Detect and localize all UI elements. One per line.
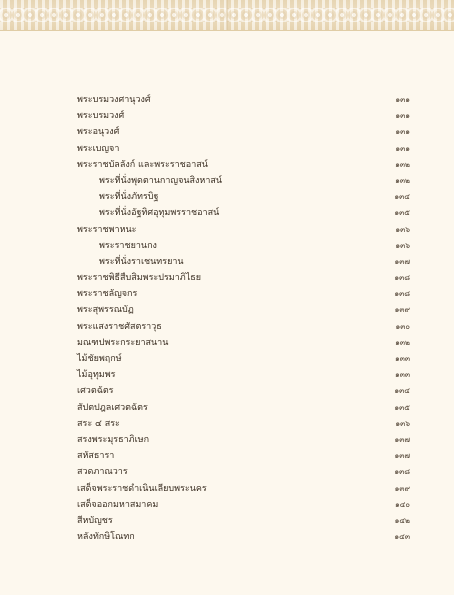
toc-entry-label: พระเบญจา <box>77 143 120 154</box>
toc-entry-label: มณฑปพระกระยาสนาน <box>77 337 169 348</box>
toc-entry-page-number: ๑๔๐ <box>394 499 410 509</box>
toc-entry-page-number: ๑๓๒ <box>395 337 410 347</box>
toc-entry-page-number: ๑๓๘ <box>394 289 410 299</box>
toc-entry-page-number: ๑๓๐ <box>395 321 410 331</box>
toc-entry[interactable] <box>0 335 454 351</box>
page-seam <box>226 0 228 30</box>
toc-entry[interactable] <box>0 432 454 448</box>
toc-entry-page-number: ๑๓๑ <box>395 143 410 153</box>
toc-entry-label: พระสุพรรณบัฏ <box>77 305 134 316</box>
toc-entry[interactable] <box>0 157 454 173</box>
toc-entry[interactable] <box>0 254 454 270</box>
toc-entry-label: พระราชลัญจกร <box>77 289 138 300</box>
toc-entry[interactable] <box>0 416 454 432</box>
toc-entry-page-number: ๑๓๓ <box>394 354 410 363</box>
toc-entry[interactable] <box>0 286 454 302</box>
toc-entry[interactable] <box>0 124 454 140</box>
toc-entry[interactable] <box>0 529 454 545</box>
toc-entry[interactable] <box>0 497 454 513</box>
toc-entry-page-number: ๑๓๙ <box>394 305 410 315</box>
toc-entry[interactable] <box>0 383 454 399</box>
toc-entry-label: พระที่นั่งอัฐทิศอุทุมพรราชอาสน์ <box>99 208 220 219</box>
toc-entry-page-number: ๑๓๖ <box>395 224 410 234</box>
toc-entry-page-number: ๑๓๗ <box>394 434 410 444</box>
toc-entry-label: พระบรมวงศานุวงศ์ <box>77 95 151 105</box>
toc-entry-page-number: ๑๓๔ <box>394 386 410 396</box>
toc-entry-label: พระที่นั่งราเชนทรยาน <box>99 256 184 267</box>
toc-entry-label: เสด็จออกมหาสมาคม <box>77 499 159 510</box>
toc-entry[interactable] <box>0 448 454 464</box>
toc-entry-page-number: ๑๓๑ <box>395 127 410 137</box>
toc-entry-label: พระราชบัลลังก์ และพระราชอาสน์ <box>77 159 208 170</box>
toc-entry-page-number: ๑๓๖ <box>395 418 410 428</box>
toc-entry-label: พระอนุวงศ์ <box>77 127 120 138</box>
toc-entry-label: เสด็จพระราชดำเนินเลียบพระนคร <box>77 483 207 494</box>
toc-entry-label: พระแสงราชศัสตราวุธ <box>77 321 162 332</box>
toc-entry[interactable] <box>0 141 454 157</box>
toc-entry-page-number: ๑๓๒ <box>395 175 410 185</box>
toc-entry-page-number: ๑๓๑ <box>395 95 410 104</box>
toc-entry[interactable] <box>0 92 454 108</box>
toc-entry-page-number: ๑๓๖ <box>395 240 410 250</box>
toc-entry-page-number: ๑๓๘ <box>394 467 410 477</box>
toc-entry-label: สระ ๔ สระ <box>77 418 120 429</box>
toc-entry-label: พระบรมวงศ์ <box>77 111 125 122</box>
toc-entry[interactable] <box>0 173 454 189</box>
toc-entry-page-number: ๑๓๓ <box>394 370 410 380</box>
toc-entry[interactable] <box>0 513 454 529</box>
toc-entry-page-number: ๑๓๔ <box>394 192 410 202</box>
toc-entry-page-number: ๑๓๑ <box>395 111 410 121</box>
toc-entry-label: สหัสธารา <box>77 451 115 462</box>
toc-entry-page-number: ๑๓๕ <box>394 208 410 218</box>
toc-entry[interactable] <box>0 351 454 367</box>
toc-entry-label: พระราชพาหนะ <box>77 224 137 235</box>
toc-entry[interactable] <box>0 367 454 383</box>
decorative-header-banner <box>0 0 454 31</box>
toc-entry[interactable] <box>0 238 454 254</box>
toc-entry[interactable] <box>0 270 454 286</box>
toc-entry-page-number: ๑๔๓ <box>394 532 410 542</box>
toc-entry[interactable] <box>0 302 454 318</box>
toc-entry[interactable] <box>0 481 454 497</box>
toc-entry[interactable] <box>0 464 454 480</box>
toc-entry-page-number: ๑๓๕ <box>394 402 410 412</box>
toc-entry-page-number: ๑๓๗ <box>394 451 410 461</box>
toc-entry-label: สีหบัญชร <box>77 515 113 526</box>
toc-entry-label: เศวตฉัตร <box>77 386 114 397</box>
toc-entry-label: พระราชพิธีสืบสิมพระปรมาภิไธย <box>77 273 202 284</box>
toc-entry[interactable] <box>0 319 454 335</box>
toc-entry[interactable] <box>0 189 454 205</box>
toc-entry-page-number: ๑๓๒ <box>395 159 410 169</box>
toc-entry-label: สวดภาณวาร <box>77 467 128 478</box>
toc-entry-page-number: ๑๓๘ <box>394 273 410 283</box>
toc-entry-label: พระที่นั่งพุดตานกาญจนสิงหาสน์ <box>99 175 223 186</box>
toc-entry-page-number: ๑๓๗ <box>394 256 410 266</box>
toc-entry[interactable] <box>0 205 454 221</box>
table-of-contents <box>0 92 454 545</box>
toc-entry-page-number: ๑๓๙ <box>394 483 410 493</box>
toc-entry-label: พระราชยานกง <box>99 240 157 251</box>
toc-entry-label: ไม้อุทุมพร <box>77 370 116 381</box>
toc-entry-label: สรงพระมุรธาภิเษก <box>77 434 150 445</box>
toc-entry[interactable] <box>0 400 454 416</box>
toc-entry[interactable] <box>0 222 454 238</box>
toc-entry-label: พระที่นั่งภัทรบิฐ <box>99 192 159 203</box>
toc-entry-label: ไม้ชัยพฤกษ์ <box>77 354 122 364</box>
toc-entry[interactable] <box>0 108 454 124</box>
toc-entry-label: หลังทักษิโณทก <box>77 532 135 543</box>
toc-entry-page-number: ๑๔๒ <box>394 515 410 525</box>
toc-entry-label: สัปตปฎลเศวตฉัตร <box>77 402 148 413</box>
